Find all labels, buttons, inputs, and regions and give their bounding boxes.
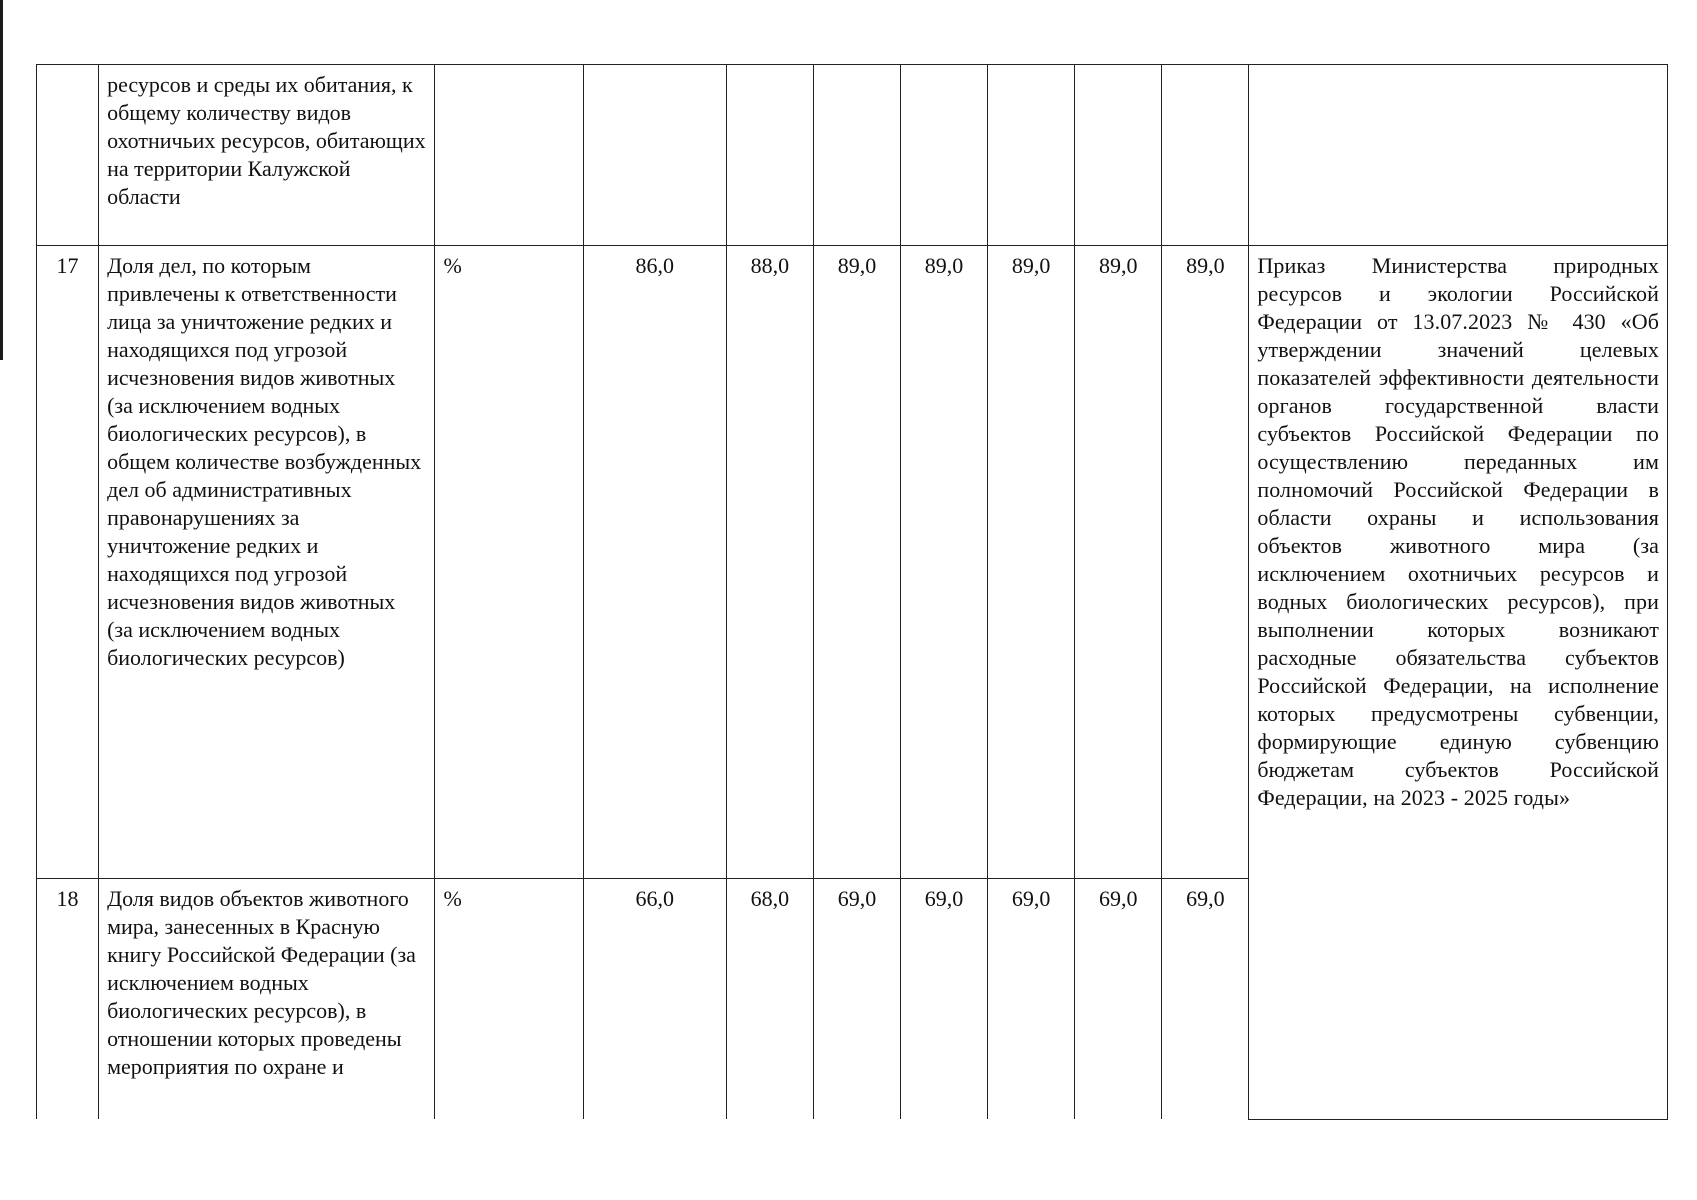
value-cell [1162, 65, 1249, 246]
value-cell: 69,0 [1162, 879, 1249, 1120]
value-cell [813, 65, 900, 246]
value-cell: 68,0 [726, 879, 813, 1120]
row-number-cell: 18 [37, 879, 99, 1120]
unit-cell: % [435, 246, 583, 879]
unit-cell: % [435, 879, 583, 1120]
value-cell [988, 65, 1075, 246]
value-cell [901, 65, 988, 246]
indicator-name-cell: ресурсов и среды их обитания, к общему количеству видов охотничьих ресурсов, обитающих на территории Калужской области [99, 65, 435, 246]
value-cell: 89,0 [988, 246, 1075, 879]
scan-edge-line [0, 0, 3, 360]
document-page [36, 64, 1668, 1154]
basis-cell [1249, 65, 1668, 246]
indicator-name-cell: Доля дел, по которым привлечены к ответственности лица за уничтожение редких и находящихся под угрозой исчезновения видов животных (за исключением водных биологических ресурсов), в общем количестве возбужденных дел об административных правонарушениях за уничтожение редких и находящихся под угрозой исчезновения видов животных (за исключением водных биологических ресурсов) [99, 246, 435, 879]
value-cell: 89,0 [1162, 246, 1249, 879]
value-cell: 89,0 [901, 246, 988, 879]
value-cell: 89,0 [1075, 246, 1162, 879]
indicator-name-cell: Доля видов объектов животного мира, занесенных в Красную книгу Российской Федерации (за исключением водных биологических ресурсов), в отношении которых проведены мероприятия по охране и [99, 879, 435, 1120]
value-cell: 69,0 [813, 879, 900, 1120]
value-cell: 88,0 [726, 246, 813, 879]
basis-cell: Приказ Министерства природных ресурсов и экологии Российской Федерации от 13.07.2023 № 430 «Об утверждении значений целевых показателей эффективности деятельности органов государственной власти субъектов Российской Федерации по осуществлению переданных им полномочий Российской Федерации в области охраны и использования объектов животного мира (за исключением охотничьих ресурсов и водных биологических ресурсов), при выполнении которых возникают расходные обязательства субъектов Российской Федерации, на исполнение которых предусмотрены субвенции, формирующие единую субвенцию бюджетам субъектов Российской Федерации, на 2023 - 2025 годы» [1249, 246, 1668, 1120]
value-cell [726, 65, 813, 246]
value-cell: 69,0 [901, 879, 988, 1120]
table-row-17 [37, 246, 1668, 879]
value-cell: 69,0 [1075, 879, 1162, 1120]
value-cell: 66,0 [583, 879, 726, 1120]
value-cell: 89,0 [813, 246, 900, 879]
value-cell [1075, 65, 1162, 246]
row-number-cell [37, 65, 99, 246]
value-cell [583, 65, 726, 246]
indicators-table [36, 64, 1668, 1120]
unit-cell [435, 65, 583, 246]
row-number-cell: 17 [37, 246, 99, 879]
value-cell: 86,0 [583, 246, 726, 879]
value-cell: 69,0 [988, 879, 1075, 1120]
table-row-continued [37, 65, 1668, 246]
